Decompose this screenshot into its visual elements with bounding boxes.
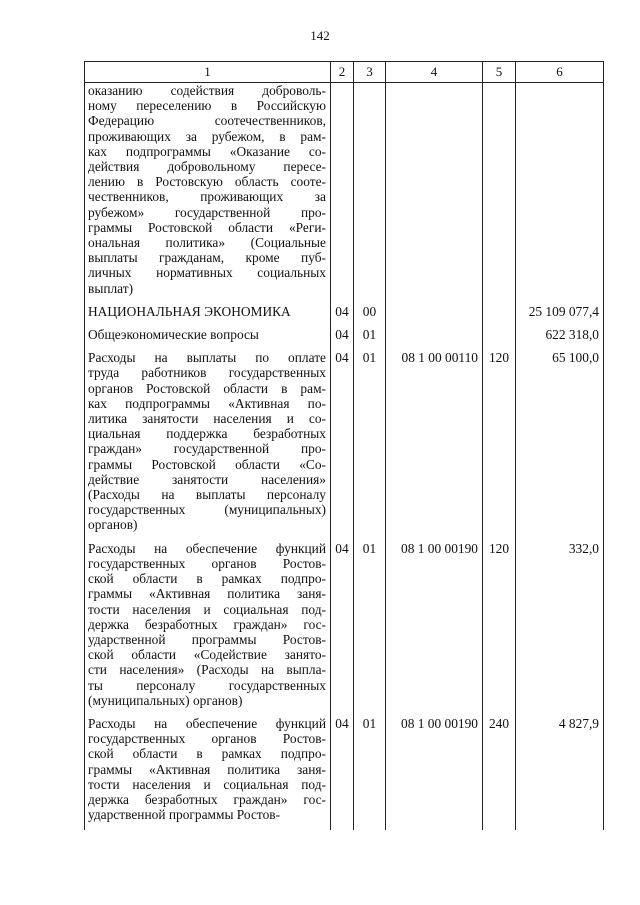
row-csr: 08 1 00 00110	[386, 350, 483, 540]
description-line: ской области «Содействие занято-	[88, 647, 326, 663]
description-line: ональная политика» (Социальные	[88, 235, 326, 251]
row-description	[85, 541, 331, 716]
table-row	[85, 304, 604, 327]
description-line: (муниципальных) органов)	[88, 692, 243, 708]
row-vr: 240	[483, 716, 516, 830]
row-rz: 04	[331, 541, 354, 716]
budget-table	[84, 61, 604, 830]
row-csr: 08 1 00 00190	[386, 716, 483, 830]
page-number: 142	[310, 28, 330, 43]
description-line: тости населения и социальная под-	[88, 601, 326, 617]
description-line: циальная поддержка безработных	[88, 426, 326, 442]
description-line: ному переселению в Российскую	[88, 98, 326, 114]
row-pr: 01	[354, 350, 386, 540]
row-amount: 4 827,9	[516, 716, 604, 830]
description-line: граммы Ростовской области «Реги-	[88, 219, 326, 235]
row-pr: 01	[354, 716, 386, 830]
description-line: держка безработных граждан» гос-	[88, 791, 326, 807]
row-csr	[386, 327, 483, 350]
row-rz: 04	[331, 716, 354, 830]
header-col-4: 4	[386, 62, 483, 83]
row-description	[85, 350, 331, 540]
header-col-2: 2	[331, 62, 354, 83]
row-vr	[483, 304, 516, 327]
description-line: ударственной программы Ростов-	[88, 807, 281, 823]
header-col-3: 3	[354, 62, 386, 83]
description-line: Федерацию соотечественников,	[88, 113, 326, 129]
description-line: граммы Ростовской области «Со-	[88, 456, 326, 472]
table-row	[85, 350, 604, 540]
table-row	[85, 327, 604, 350]
description-line: действие занятости населения»	[88, 471, 326, 487]
description-line: ты персоналу государственных	[88, 677, 326, 693]
row-csr: 08 1 00 00190	[386, 541, 483, 716]
row-amount: 622 318,0	[516, 327, 604, 350]
row-vr: 120	[483, 541, 516, 716]
header-col-6: 6	[516, 62, 604, 83]
description-line: органов Ростовской области в рам-	[88, 380, 326, 396]
row-description	[85, 716, 331, 830]
table-body	[85, 83, 604, 831]
row-amount	[516, 83, 604, 304]
row-rz: 04	[331, 327, 354, 350]
description-line: ках подпрограммы «Оказание со-	[88, 143, 326, 159]
table-header	[85, 62, 604, 83]
description-line: держка безработных граждан» гос-	[88, 616, 326, 632]
description-line: Расходы на выплаты по оплате	[88, 350, 326, 366]
row-rz: 04	[331, 350, 354, 540]
description-line: рубежом» государственной про-	[88, 204, 326, 220]
description-line: оказанию содействия доброволь-	[88, 83, 326, 98]
description-line: государственных органов Ростов-	[88, 731, 326, 747]
description-line: проживающих за рубежом, в рам-	[88, 128, 326, 144]
description-line: ках подпрограммы «Активная по-	[88, 395, 326, 411]
row-description	[85, 83, 331, 304]
description-line: государственных (муниципальных)	[88, 502, 326, 518]
description-line: граждан» государственной про-	[88, 441, 326, 457]
description-line: ской области в рамках подпро-	[88, 571, 326, 587]
header-col-1: 1	[85, 62, 331, 83]
header-col-5: 5	[483, 62, 516, 83]
description-line: сти населения» (Расходы на выпла-	[88, 662, 326, 678]
row-csr	[386, 304, 483, 327]
description-line: Общеэкономические вопросы	[88, 327, 259, 343]
row-amount: 65 100,0	[516, 350, 604, 540]
table-row	[85, 716, 604, 830]
row-vr	[483, 327, 516, 350]
row-vr	[483, 83, 516, 304]
row-pr	[354, 83, 386, 304]
row-csr	[386, 83, 483, 304]
description-line: Расходы на обеспечение функций	[88, 715, 326, 731]
row-pr: 01	[354, 541, 386, 716]
table-row	[85, 83, 604, 304]
description-line: ской области в рамках подпро-	[88, 746, 326, 762]
description-line: (Расходы на выплаты персоналу	[88, 487, 326, 503]
row-description	[85, 304, 331, 327]
description-line: органов)	[88, 517, 138, 533]
description-line: чественников, проживающих за	[88, 189, 326, 205]
table-row	[85, 541, 604, 716]
description-line: действия добровольному пересе-	[88, 159, 326, 175]
description-line: государственных органов Ростов-	[88, 555, 326, 571]
description-line: граммы «Активная политика заня-	[88, 761, 326, 777]
row-pr: 01	[354, 327, 386, 350]
description-line: труда работников государственных	[88, 365, 326, 381]
description-line: выплаты гражданам, кроме пуб-	[88, 250, 326, 266]
row-vr: 120	[483, 350, 516, 540]
description-line: лению в Ростовскую область соотe-	[88, 174, 326, 190]
description-line: тости населения и социальная под-	[88, 776, 326, 792]
row-pr: 00	[354, 304, 386, 327]
description-line: граммы «Активная политика заня-	[88, 586, 326, 602]
row-rz: 04	[331, 304, 354, 327]
row-amount: 25 109 077,4	[516, 304, 604, 327]
row-rz	[331, 83, 354, 304]
row-description	[85, 327, 331, 350]
description-line: ударственной программы Ростов-	[88, 631, 326, 647]
header-row	[85, 62, 604, 83]
description-line: Расходы на обеспечение функций	[88, 540, 326, 556]
description-line: выплат)	[88, 280, 134, 296]
description-line: НАЦИОНАЛЬНАЯ ЭКОНОМИКА	[88, 303, 291, 319]
description-line: литика занятости населения и со-	[88, 411, 326, 427]
row-amount: 332,0	[516, 541, 604, 716]
description-line: личных нормативных социальных	[88, 265, 326, 281]
